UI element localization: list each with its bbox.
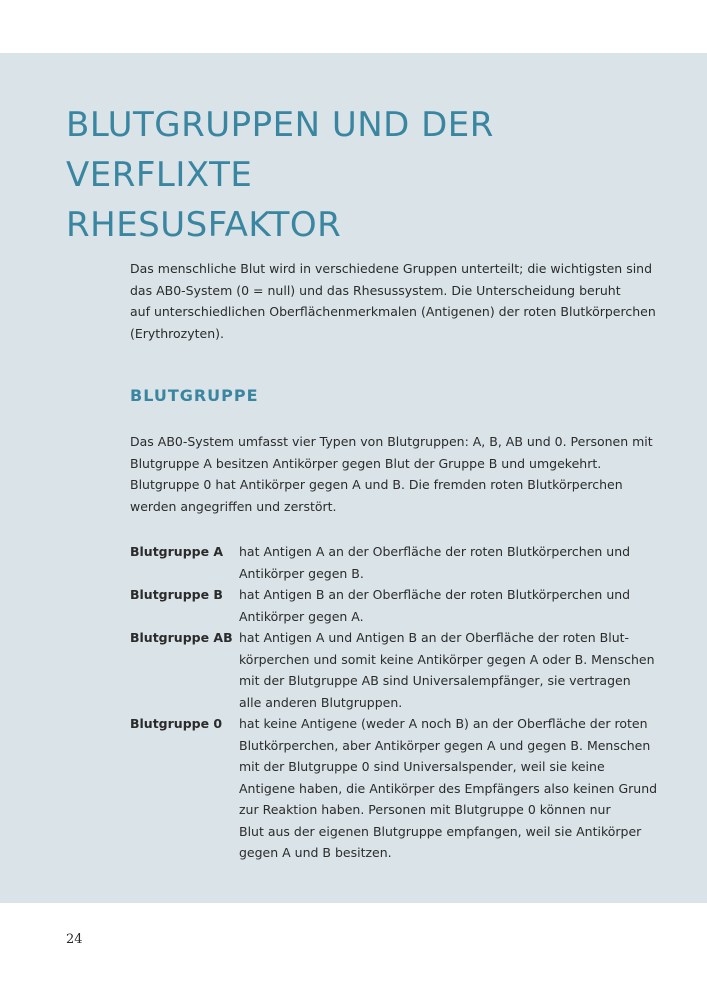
definition-term: Blutgruppe B: [130, 587, 223, 602]
definition-line: Antigene haben, die Antikörper des Empfängers also keinen Grund: [239, 780, 658, 796]
definition-line: Antikörper gegen A.: [239, 608, 364, 624]
definition-line: mit der Blutgruppe 0 sind Universalspender, weil sie keine: [239, 759, 605, 774]
definition-description: [239, 713, 658, 864]
definition-description: [239, 584, 650, 627]
definition-term: Blutgruppe A: [130, 544, 224, 559]
page-title-line: RHESUSFAKTOR: [66, 205, 342, 245]
section-paragraph: [130, 431, 653, 517]
definition-description: [239, 627, 655, 713]
definition-line: hat Antigen A an der Oberfläche der roten Blutkörperchen und: [239, 544, 631, 559]
intro-line: das AB0-System (0 = null) und das Rhesussystem. Die Unterscheidung beruht: [130, 282, 621, 298]
section-line: Blutgruppe 0 hat Antikörper gegen A und B. Die fremden roten Blutkörperchen: [130, 477, 623, 492]
definition-line: Blutkörperchen, aber Antikörper gegen A und gegen B. Menschen: [239, 737, 651, 753]
section-line: werden angegriffen und zerstört.: [130, 498, 337, 514]
definition-line: gegen A und B besitzen.: [239, 845, 392, 860]
section-heading: BLUTGRUPPE: [130, 386, 259, 405]
definition-line: alle anderen Blutgruppen.: [239, 694, 403, 710]
definition-blutgruppe-ab: [130, 627, 655, 713]
definition-list: [130, 541, 658, 864]
intro-line: (Erythrozyten).: [130, 325, 224, 341]
intro-paragraph: [130, 258, 656, 344]
definition-line: mit der Blutgruppe AB sind Universalempfänger, sie vertragen: [239, 673, 631, 688]
definition-blutgruppe-0: [130, 713, 658, 864]
page-title: [66, 100, 686, 250]
section-line: Blutgruppe A besitzen Antikörper gegen Blut der Gruppe B und umgekehrt.: [130, 455, 602, 471]
intro-line: auf unterschiedlichen Oberflächenmerkmalen (Antigenen) der roten Blutkörperchen: [130, 304, 656, 319]
definition-line: zur Reaktion haben. Personen mit Blutgruppe 0 können nur: [239, 802, 611, 817]
definition-line: körperchen und somit keine Antikörper gegen A oder B. Menschen: [239, 651, 655, 667]
definition-blutgruppe-a: [130, 541, 650, 584]
definition-term: Blutgruppe AB: [130, 630, 233, 645]
section-line: Das AB0-System umfasst vier Typen von Blutgruppen: A, B, AB und 0. Personen mit: [130, 434, 653, 449]
page-number: 24: [66, 932, 83, 947]
definition-term: Blutgruppe 0: [130, 716, 223, 731]
definition-line: hat keine Antigene (weder A noch B) an der Oberfläche der roten: [239, 716, 648, 731]
definition-line: hat Antigen A und Antigen B an der Oberfläche der roten Blut-: [239, 630, 630, 645]
definition-description: [239, 541, 650, 584]
definition-blutgruppe-b: [130, 584, 650, 627]
definition-line: hat Antigen B an der Oberfläche der roten Blutkörperchen und: [239, 587, 631, 602]
definition-line: Antikörper gegen B.: [239, 565, 364, 581]
definition-line: Blut aus der eigenen Blutgruppe empfangen, weil sie Antikörper: [239, 823, 642, 839]
intro-line: Das menschliche Blut wird in verschiedene Gruppen unterteilt; die wichtigsten sind: [130, 261, 653, 276]
page-title-line: BLUTGRUPPEN UND DER VERFLIXTE: [66, 105, 494, 195]
